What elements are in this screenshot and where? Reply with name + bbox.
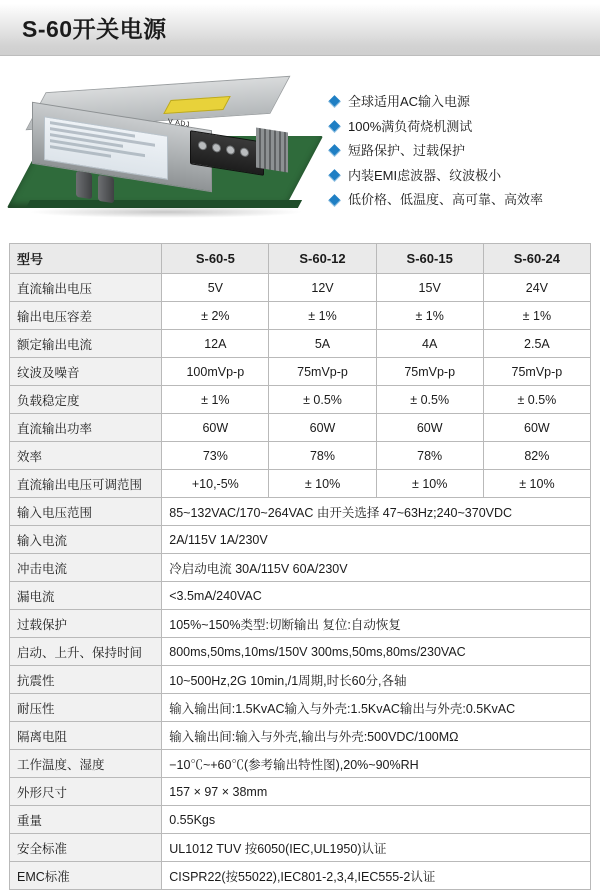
table-cell: ± 10%	[269, 470, 376, 498]
diamond-bullet-icon	[328, 120, 341, 133]
table-cell-wide: 105%~150%类型:切断输出 复位:自动恢复	[162, 610, 591, 638]
table-row	[10, 554, 591, 582]
table-cell: 75mVp-p	[269, 358, 376, 386]
row-label: 过载保护	[10, 610, 162, 638]
table-cell: 12V	[269, 274, 376, 302]
switching-power-supply-photo	[18, 76, 318, 226]
table-cell: 75mVp-p	[376, 358, 483, 386]
table-cell: ± 10%	[376, 470, 483, 498]
table-row	[10, 526, 591, 554]
table-cell: ± 0.5%	[376, 386, 483, 414]
table-cell-wide: 2A/115V 1A/230V	[162, 526, 591, 554]
feature-label: 低价格、低温度、高可靠、高效率	[348, 192, 544, 208]
row-label: 纹波及噪音	[10, 358, 162, 386]
table-cell: 60W	[483, 414, 590, 442]
table-row	[10, 274, 591, 302]
table-cell: ± 2%	[162, 302, 269, 330]
row-label: 漏电流	[10, 582, 162, 610]
table-cell: 5A	[269, 330, 376, 358]
product-photo-container	[0, 68, 330, 226]
table-cell-wide: 157 × 97 × 38mm	[162, 778, 591, 806]
table-row	[10, 694, 591, 722]
specification-table	[9, 243, 591, 890]
page-header	[0, 0, 600, 56]
table-row	[10, 806, 591, 834]
table-row	[10, 610, 591, 638]
column-header-1: S-60-5	[162, 244, 269, 274]
row-label: 直流输出电压	[10, 274, 162, 302]
capacitor-icon	[98, 175, 114, 204]
row-label: 直流输出电压可调范围	[10, 470, 162, 498]
row-label: 耐压性	[10, 694, 162, 722]
table-row	[10, 498, 591, 526]
screw-icon	[240, 147, 249, 157]
row-label: 工作温度、湿度	[10, 750, 162, 778]
table-cell: 73%	[162, 442, 269, 470]
table-cell-wide: −10℃~+60℃(参考输出特性图),20%~90%RH	[162, 750, 591, 778]
column-header-2: S-60-12	[269, 244, 376, 274]
table-cell-wide: 输入输出间:输入与外壳,输出与外壳:500VDC/100MΩ	[162, 722, 591, 750]
list-item	[330, 119, 600, 135]
heatsink	[256, 127, 288, 172]
table-cell: ± 1%	[483, 302, 590, 330]
row-label: 输入电流	[10, 526, 162, 554]
table-cell-wide: <3.5mA/240VAC	[162, 582, 591, 610]
row-label: 输入电压范围	[10, 498, 162, 526]
diamond-bullet-icon	[328, 95, 341, 108]
table-row	[10, 386, 591, 414]
table-row	[10, 862, 591, 890]
table-row	[10, 722, 591, 750]
feature-label: 短路保护、过载保护	[348, 143, 466, 159]
feature-label: 100%满负荷烧机测试	[348, 118, 473, 134]
table-row	[10, 834, 591, 862]
row-label: 输出电压容差	[10, 302, 162, 330]
row-label: 安全标准	[10, 834, 162, 862]
hero-section	[0, 56, 600, 239]
table-cell: 60W	[162, 414, 269, 442]
table-cell: ± 1%	[376, 302, 483, 330]
table-cell: 4A	[376, 330, 483, 358]
table-cell: 2.5A	[483, 330, 590, 358]
table-cell-wide: UL1012 TUV 按6050(IEC,UL1950)认证	[162, 834, 591, 862]
row-label: 启动、上升、保持时间	[10, 638, 162, 666]
table-cell: 24V	[483, 274, 590, 302]
row-label: 抗震性	[10, 666, 162, 694]
list-item	[330, 192, 600, 208]
capacitor-icon	[76, 171, 92, 200]
table-row	[10, 778, 591, 806]
diamond-bullet-icon	[328, 145, 341, 158]
table-row	[10, 330, 591, 358]
table-cell-wide: 10~500Hz,2G 10min,/1周期,时长60分,各轴	[162, 666, 591, 694]
screw-icon	[198, 140, 207, 150]
feature-list	[330, 68, 600, 217]
table-cell-wide: 85~132VAC/170~264VAC 由开关选择 47~63Hz;240~370VDC	[162, 498, 591, 526]
table-cell: 82%	[483, 442, 590, 470]
feature-label: 内装EMI虑波器、纹波极小	[348, 167, 502, 183]
diamond-bullet-icon	[328, 194, 341, 207]
column-header-3: S-60-15	[376, 244, 483, 274]
table-cell: ± 1%	[269, 302, 376, 330]
table-cell: 100mVp-p	[162, 358, 269, 386]
table-cell-wide: 0.55Kgs	[162, 806, 591, 834]
screw-icon	[226, 145, 235, 155]
table-row	[10, 666, 591, 694]
list-item	[330, 94, 600, 110]
table-cell: +10,-5%	[162, 470, 269, 498]
list-item	[330, 168, 600, 184]
photo-shadow	[28, 206, 304, 218]
table-cell: 15V	[376, 274, 483, 302]
vadj-marking: V ADJ	[168, 118, 190, 129]
table-cell: 78%	[269, 442, 376, 470]
table-row	[10, 750, 591, 778]
feature-label: 全球适用AC输入电源	[348, 94, 471, 109]
table-cell: ± 0.5%	[269, 386, 376, 414]
table-cell: 5V	[162, 274, 269, 302]
row-label: 冲击电流	[10, 554, 162, 582]
table-row	[10, 582, 591, 610]
table-row	[10, 358, 591, 386]
table-row	[10, 638, 591, 666]
table-cell: ± 1%	[162, 386, 269, 414]
table-cell: 75mVp-p	[483, 358, 590, 386]
list-item	[330, 143, 600, 159]
table-cell: 12A	[162, 330, 269, 358]
table-row	[10, 302, 591, 330]
table-cell: ± 10%	[483, 470, 590, 498]
diamond-bullet-icon	[328, 169, 341, 182]
column-header-model: 型号	[10, 244, 162, 274]
row-label: 重量	[10, 806, 162, 834]
table-cell-wide: 冷启动电流 30A/115V 60A/230V	[162, 554, 591, 582]
row-label: 隔离电阻	[10, 722, 162, 750]
row-label: 额定输出电流	[10, 330, 162, 358]
screw-icon	[212, 143, 221, 153]
row-label: 效率	[10, 442, 162, 470]
table-cell: 60W	[376, 414, 483, 442]
table-cell-wide: 800ms,50ms,10ms/150V 300ms,50ms,80ms/230VAC	[162, 638, 591, 666]
table-cell: ± 0.5%	[483, 386, 590, 414]
row-label: 直流输出功率	[10, 414, 162, 442]
table-cell-wide: 输入输出间:1.5KvAC输入与外壳:1.5KvAC输出与外壳:0.5KvAC	[162, 694, 591, 722]
table-row	[10, 470, 591, 498]
table-cell: 78%	[376, 442, 483, 470]
page-title: S-60开关电源	[22, 16, 167, 42]
table-row	[10, 442, 591, 470]
row-label: EMC标准	[10, 862, 162, 890]
table-header-row	[10, 244, 591, 274]
row-label: 外形尺寸	[10, 778, 162, 806]
column-header-4: S-60-24	[483, 244, 590, 274]
table-row	[10, 414, 591, 442]
table-cell-wide: CISPR22(按55022),IEC801-2,3,4,IEC555-2认证	[162, 862, 591, 890]
row-label: 负载稳定度	[10, 386, 162, 414]
table-cell: 60W	[269, 414, 376, 442]
